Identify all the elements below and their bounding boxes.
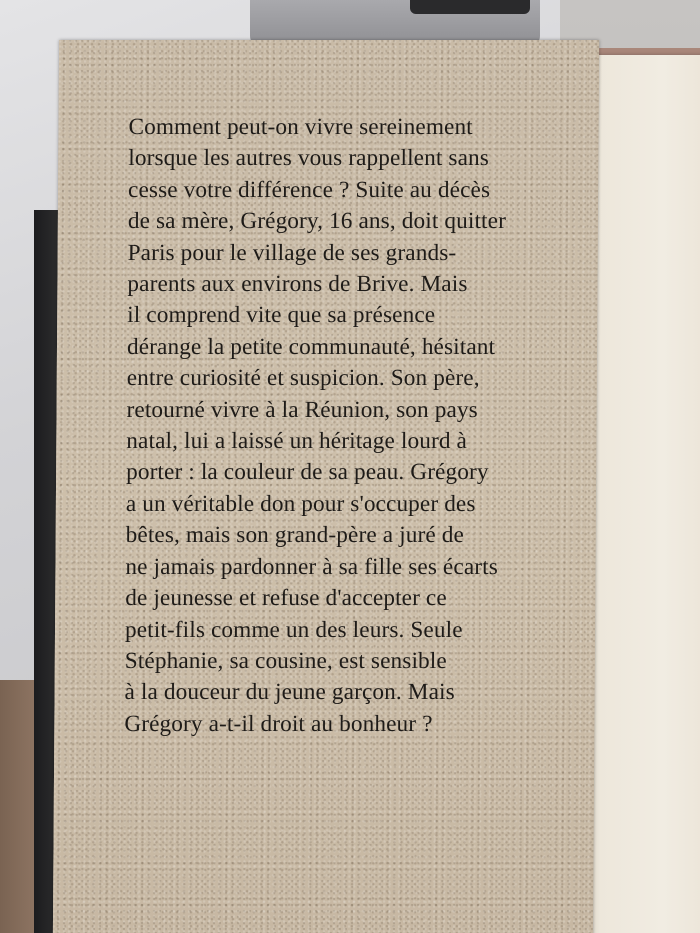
blurb-line: il comprend vite que sa présence	[127, 302, 436, 329]
blurb-line: bêtes, mais son grand-père a juré de	[125, 522, 465, 549]
blurb-line: de jeunesse et refuse d'accepter ce	[125, 585, 447, 612]
blurb-line: lorsque les autres vous rappellent sans	[128, 145, 490, 172]
blurb-line: a un véritable don pour s'occuper des	[125, 490, 476, 517]
blurb-line: retourné vivre à la Réunion, son pays	[126, 396, 478, 423]
blurb-line: cesse votre différence ? Suite au décès	[128, 176, 491, 203]
blurb-line: Grégory a-t-il droit au bonheur ?	[124, 710, 433, 737]
blurb-line: de sa mère, Grégory, 16 ans, doit quitter	[127, 208, 507, 235]
blurb-line: à la douceur du jeune garçon. Mais	[124, 679, 455, 706]
blurb-line: parents aux environs de Brive. Mais	[127, 271, 468, 298]
blurb-line: ne jamais pardonner à sa fille ses écarts	[125, 553, 499, 580]
laptop-hinge-dark	[410, 0, 530, 14]
blurb-line: natal, lui a laissé un héritage lourd à	[126, 428, 468, 455]
blurb-line: petit-fils comme un des leurs. Seule	[124, 616, 463, 643]
cover-blurb	[124, 112, 598, 740]
next-book-page	[585, 55, 700, 933]
blurb-line: entre curiosité et suspicion. Son père,	[126, 365, 480, 392]
blurb-line: dérange la petite communauté, hésitant	[126, 333, 496, 360]
blurb-line: porter : la couleur de sa peau. Grégory	[126, 459, 489, 486]
blurb-line: Paris pour le village de ses grands-	[127, 239, 457, 266]
blurb-line: Comment peut-on vivre sereinement	[128, 114, 473, 140]
book-back-cover	[53, 40, 599, 933]
blurb-line: Stéphanie, sa cousine, est sensible	[124, 647, 447, 674]
